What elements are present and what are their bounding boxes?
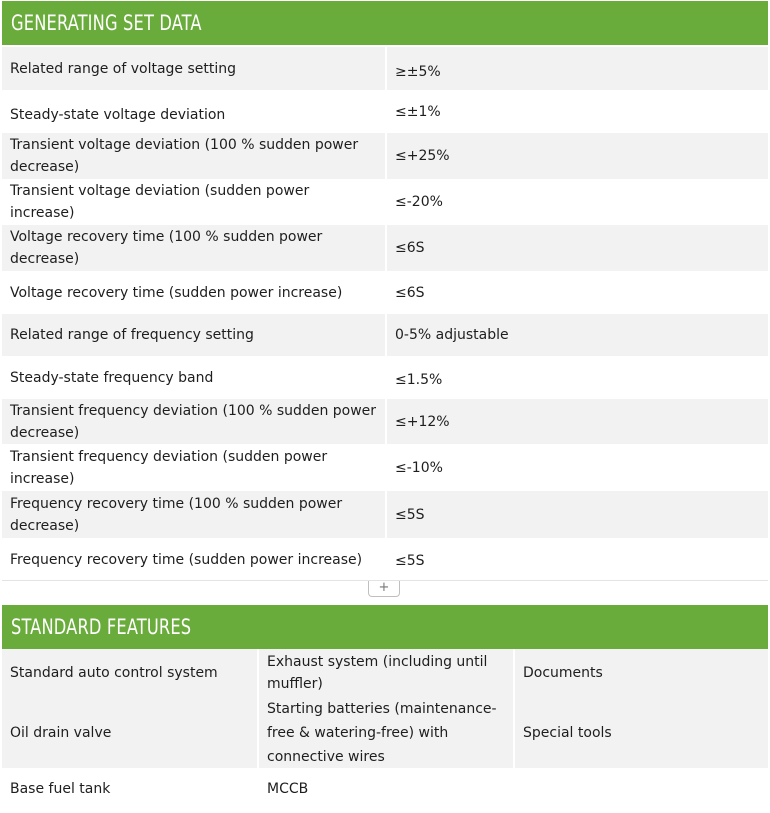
table-row bbox=[2, 538, 768, 581]
row-value: ≤6S bbox=[385, 271, 768, 314]
features-row bbox=[2, 768, 768, 810]
features-row bbox=[2, 697, 768, 768]
feature-item: Exhaust system (including until muffler) bbox=[257, 649, 513, 697]
row-label: Voltage recovery time (sudden power increase) bbox=[10, 284, 343, 301]
row-label: Voltage recovery time (100 % sudden power decrease) bbox=[10, 229, 323, 267]
generating-set-data-header bbox=[2, 1, 768, 45]
table-row bbox=[2, 225, 768, 271]
row-value: ≤1.5% bbox=[385, 356, 768, 399]
feature-item: Oil drain valve bbox=[10, 724, 112, 741]
table-row bbox=[2, 47, 768, 90]
feature-item: Starting batteries (maintenance-free & watering-free) with connective wires bbox=[257, 697, 513, 768]
table-row bbox=[2, 444, 768, 491]
row-value: 0-5% adjustable bbox=[385, 314, 768, 356]
feature-item bbox=[513, 768, 768, 810]
row-label: Steady-state voltage deviation bbox=[10, 106, 226, 123]
table-row bbox=[2, 491, 768, 538]
feature-item: Standard auto control system bbox=[10, 665, 218, 681]
feature-item: Special tools bbox=[513, 697, 768, 768]
row-value: ≤+25% bbox=[385, 133, 768, 179]
features-row bbox=[2, 649, 768, 697]
expand-button[interactable]: + bbox=[368, 581, 400, 597]
row-label: Transient frequency deviation (100 % sudden power decrease) bbox=[10, 402, 377, 441]
table-row bbox=[2, 133, 768, 179]
table-row bbox=[2, 179, 768, 225]
standard-features-header bbox=[2, 605, 768, 649]
feature-item: MCCB bbox=[257, 768, 513, 810]
feature-item: Documents bbox=[513, 649, 768, 697]
row-value: ≥±5% bbox=[385, 47, 768, 90]
row-value: ≤5S bbox=[385, 538, 768, 581]
table-row bbox=[2, 90, 768, 133]
row-value: ≤-10% bbox=[385, 444, 768, 491]
row-label: Steady-state frequency band bbox=[10, 369, 214, 386]
table-row bbox=[2, 356, 768, 399]
row-label: Related range of frequency setting bbox=[10, 327, 254, 343]
row-value: ≤+12% bbox=[385, 399, 768, 444]
row-value: ≤6S bbox=[385, 225, 768, 271]
generating-set-data-title: GENERATING SET DATA bbox=[11, 11, 202, 35]
standard-features-title: STANDARD FEATURES bbox=[11, 615, 192, 639]
row-value: ≤5S bbox=[385, 491, 768, 538]
row-label: Frequency recovery time (100 % sudden power decrease) bbox=[10, 495, 343, 534]
feature-item: Base fuel tank bbox=[10, 781, 111, 797]
row-label: Transient voltage deviation (100 % sudden power decrease) bbox=[10, 137, 359, 175]
row-value: ≤±1% bbox=[385, 90, 768, 133]
row-label: Related range of voltage setting bbox=[10, 60, 237, 77]
table-row bbox=[2, 314, 768, 356]
row-label: Transient frequency deviation (sudden power increase) bbox=[10, 448, 328, 487]
row-label: Transient voltage deviation (sudden power increase) bbox=[10, 183, 310, 221]
table-row bbox=[2, 399, 768, 444]
row-value: ≤-20% bbox=[385, 179, 768, 225]
table-row bbox=[2, 271, 768, 314]
row-label: Frequency recovery time (sudden power increase) bbox=[10, 551, 363, 568]
